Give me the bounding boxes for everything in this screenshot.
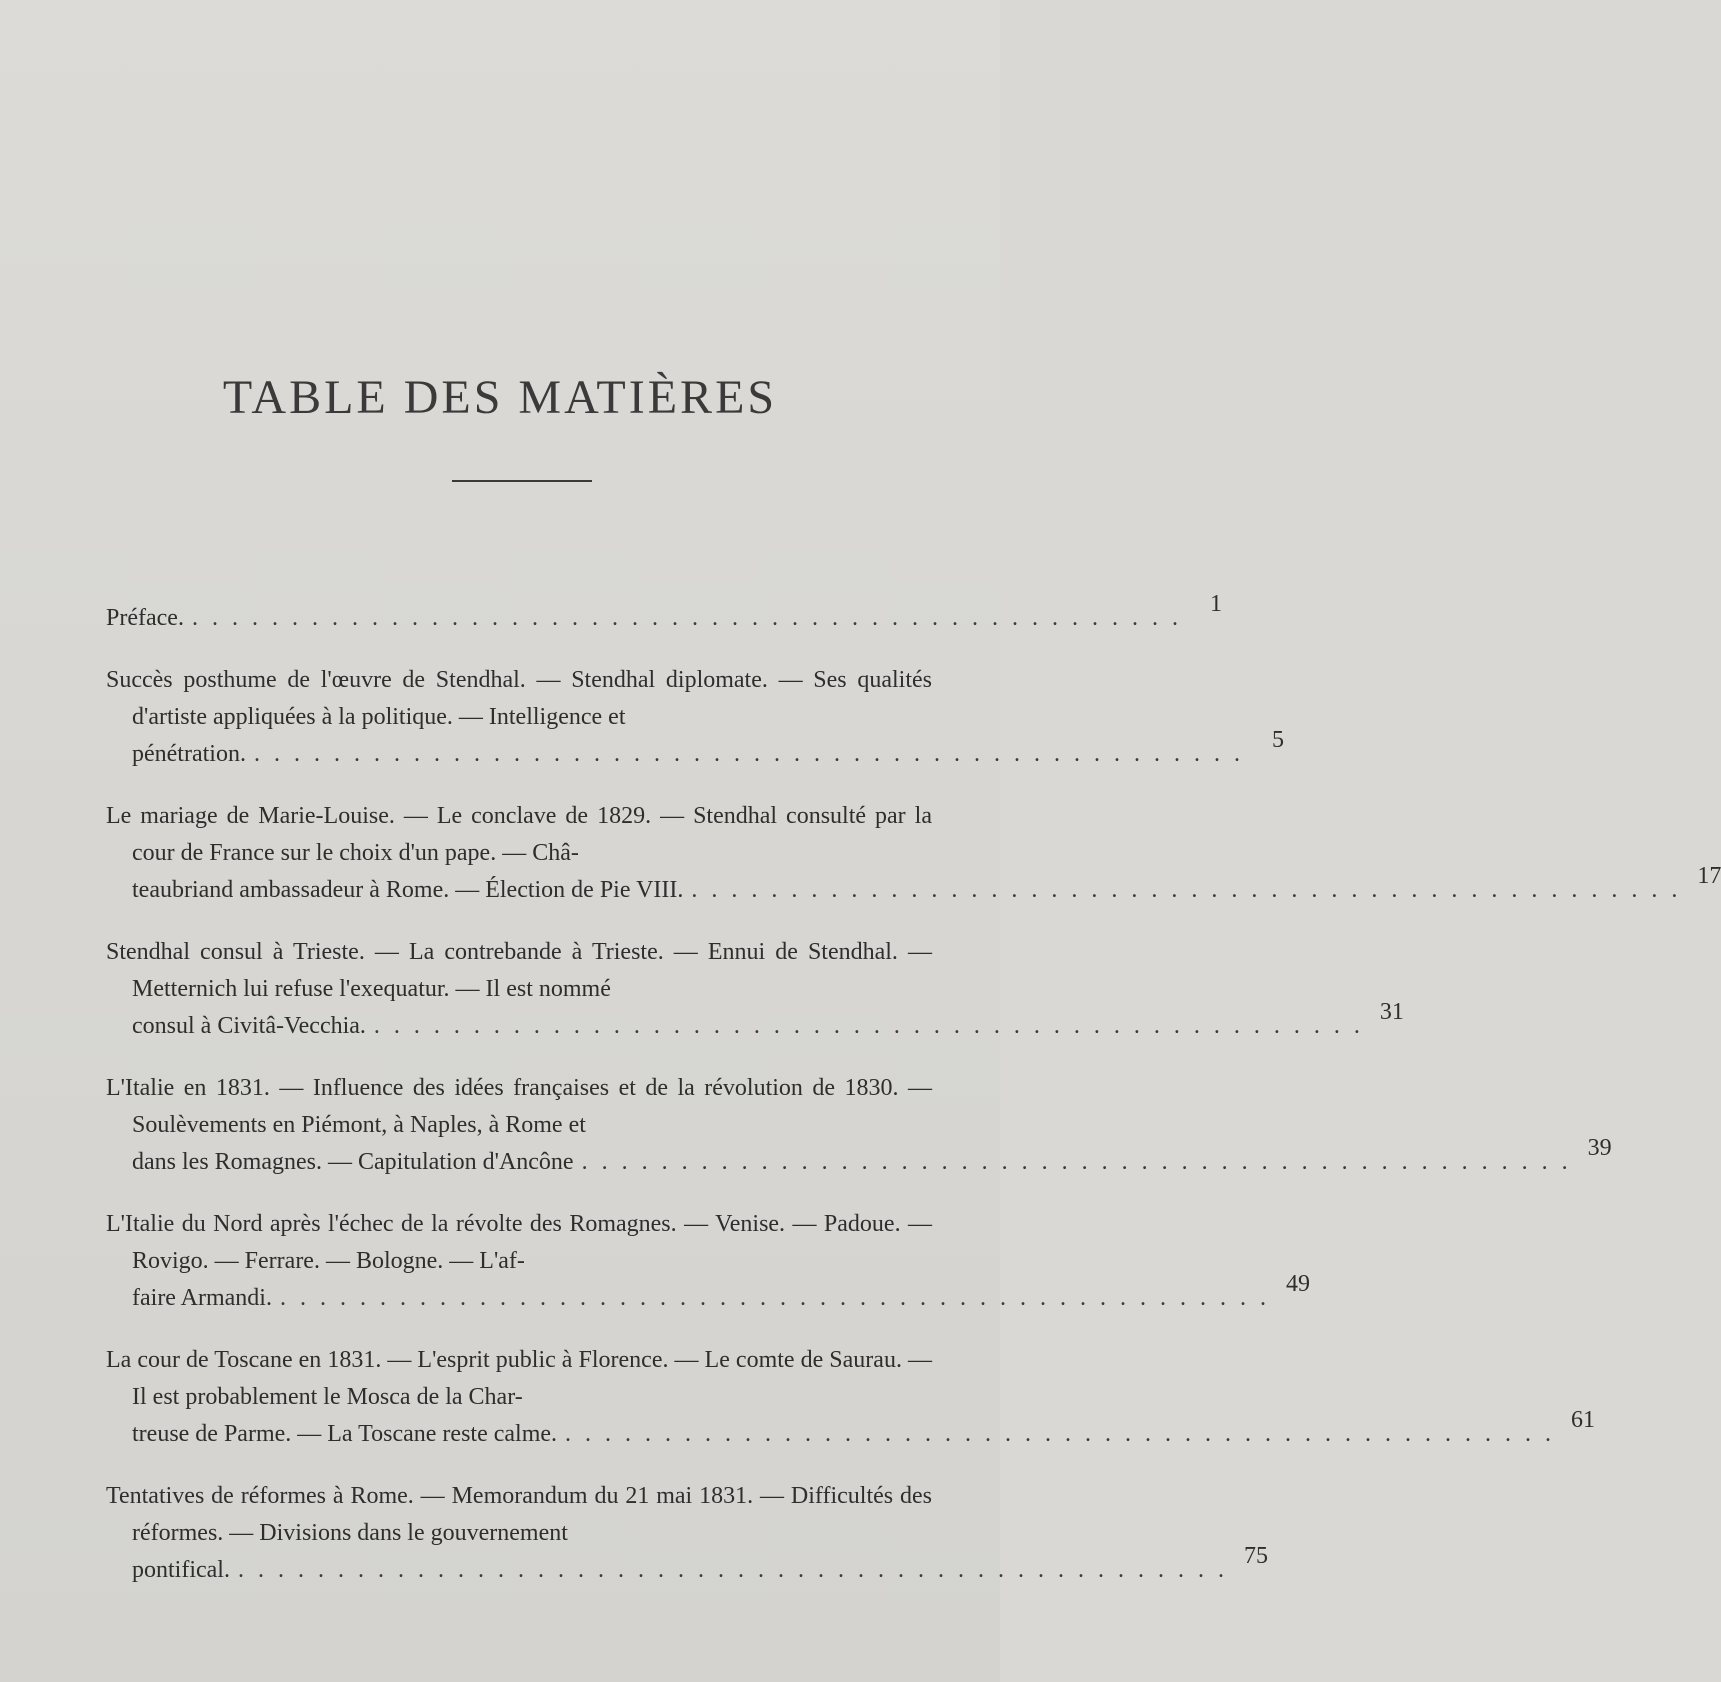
- toc-entry-last-line: [106, 999, 1404, 1045]
- toc-entry: [106, 1342, 1596, 1453]
- toc-entry-last-text: faire Armandi.: [132, 1285, 272, 1311]
- toc-entry-last-line: [106, 1271, 1310, 1317]
- toc-page-number: 39: [1587, 1135, 1612, 1161]
- toc-entry-last-text: pontifical.: [132, 1557, 230, 1583]
- toc-page-number: 1: [1209, 591, 1222, 617]
- toc-page-number: 31: [1379, 999, 1404, 1025]
- toc-entry-summary: La cour de Toscane en 1831. — L'esprit public à Florence. — Le comte de Saurau. — Il est probablement le Mosca de la Char-: [106, 1347, 932, 1410]
- toc-page-number: 61: [1571, 1407, 1596, 1433]
- leader-dots: ..................................................: [279, 1285, 1280, 1311]
- toc-entry-last-line: [106, 1407, 1596, 1453]
- toc-entry-summary: Le mariage de Marie-Louise. — Le conclave de 1829. — Stendhal consulté par la cour de France sur le choix d'un pape. — Châ-: [106, 803, 932, 866]
- leader-dots: ..................................................: [253, 741, 1254, 767]
- toc-entry-summary: Succès posthume de l'œuvre de Stendhal. — Stendhal diplomate. — Ses qualités d'artiste appliquées à la politique. — Intelligence et: [106, 667, 932, 730]
- leader-dots: ..................................................: [691, 877, 1692, 903]
- toc-page-number: 5: [1271, 727, 1284, 753]
- leader-dots: ..................................................: [373, 1013, 1374, 1039]
- leader-dots: ..................................................: [581, 1149, 1582, 1175]
- toc-entry-last-text: pénétration.: [132, 741, 246, 767]
- toc-entry-last-line: [106, 727, 1284, 773]
- toc-entry-summary: Tentatives de réformes à Rome. — Memorandum du 21 mai 1831. — Difficultés des réformes. — Divisions dans le gouvernement: [106, 1483, 932, 1546]
- leader-dots: ..................................................: [237, 1557, 1238, 1583]
- toc-entry-summary: L'Italie du Nord après l'échec de la révolte des Romagnes. — Venise. — Padoue. — Rovigo. — Ferrare. — Bologne. — L'af-: [106, 1211, 932, 1274]
- toc-entry: [106, 662, 1284, 773]
- toc-entry-last-line: [106, 591, 1222, 637]
- toc-entry-preface: [106, 591, 1222, 637]
- toc-entry-last-text: treuse de Parme. — La Toscane reste calme.: [132, 1421, 558, 1447]
- toc-entry-last-line: [106, 1135, 1612, 1181]
- leader-dots: ..................................................: [565, 1421, 1566, 1447]
- toc-entry: [106, 934, 1404, 1045]
- toc-entry: [106, 798, 1721, 909]
- toc-entry-summary: L'Italie en 1831. — Influence des idées françaises et de la révolution de 1830. — Soulèvements en Piémont, à Naples, à Rome et: [106, 1075, 932, 1138]
- toc-entry-last-text: teaubriand ambassadeur à Rome. — Élection de Pie VIII.: [132, 877, 684, 903]
- toc-page-number: 49: [1285, 1271, 1310, 1297]
- title-rule: [452, 480, 592, 482]
- leader-dots: ..................................................: [191, 605, 1192, 631]
- toc-entry-last-text: consul à Civitâ-Vecchia.: [132, 1013, 366, 1039]
- toc-entry-last-text: Préface.: [106, 605, 184, 631]
- toc-entry: [106, 1070, 1612, 1181]
- toc-entry-last-text: dans les Romagnes. — Capitulation d'Ancône: [132, 1149, 574, 1175]
- toc-entry-summary: Stendhal consul à Trieste. — La contrebande à Trieste. — Ennui de Stendhal. — Metternich lui refuse l'exequatur. — Il est nommé: [106, 939, 932, 1002]
- toc-entry: [106, 1478, 1268, 1589]
- toc-list: [106, 591, 1721, 1614]
- toc-entry-last-line: [106, 1543, 1268, 1589]
- toc-page-number: 17: [1697, 863, 1721, 889]
- toc-entry: [106, 1206, 1310, 1317]
- toc-page-number: 75: [1243, 1543, 1268, 1569]
- page-title: TABLE DES MATIÈRES: [222, 371, 778, 425]
- toc-entry-last-line: [106, 863, 1721, 909]
